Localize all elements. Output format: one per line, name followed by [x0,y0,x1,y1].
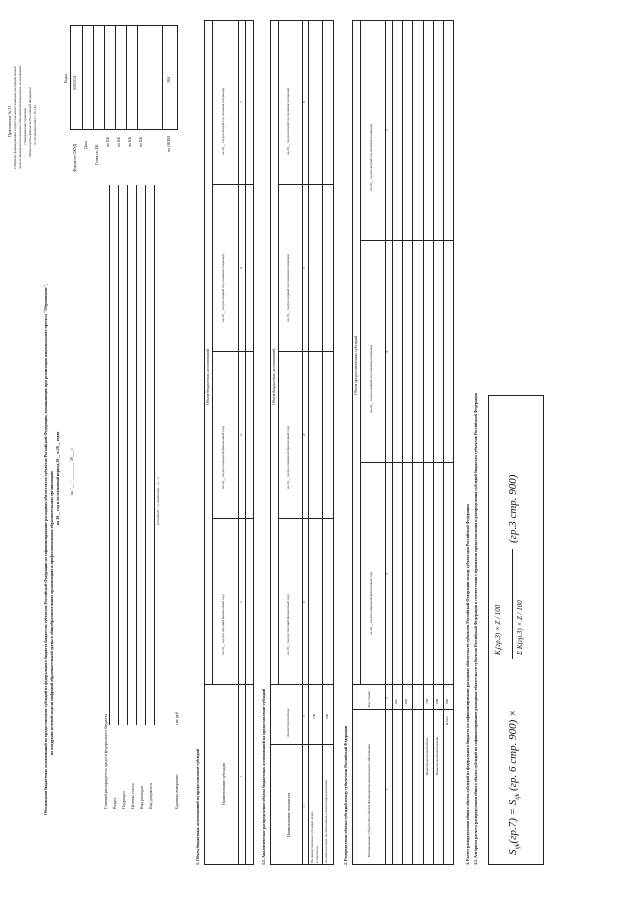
field-label-section: Раздел [112,797,117,809]
appendix-line-2: средств федерального бюджета обоснований бюджетных ассигнований, [18,65,22,169]
column-number: 3 [385,573,389,575]
document-title-line-1: Обоснования бюджетных ассигнований на предоставление субсидий из федерального бюджета бюджетам субъектов Российской Федерации на софинансирование расходных обязательств субъектов Российской Федерации, возникающих при реализации национального проекта "Образование", [43,284,48,815]
formula-fraction-numerator: $K_i(гр.3) \times Z / 100$ [494,604,505,655]
okei-value: 384 [166,77,171,83]
formula-tail: (гр.3 стр. 900) [507,474,519,543]
document-title-line-3: на 20__ год и на плановый период 20__ и 20__ годов [55,431,60,525]
codes-header: Коды [63,73,68,83]
column-header: Наименование показателя [286,792,291,837]
column-number: 1 [239,775,243,777]
code-label: Глава по БК [94,144,99,165]
doc-type-hint: (основной – 1; изменения – 2, ...) [156,477,160,525]
code-divider [126,25,127,130]
appendix-line-3: утвержденному приказом [23,108,27,145]
okei-label: по ОКЕИ [166,135,171,152]
fill-line [127,185,128,725]
column-header: на 20__ год (на второй год планового периода) [221,87,225,155]
section-1-1-title: 1.1. Аналитическое распределение объема бюджетных ассигнований на предоставление субсидий [261,688,266,865]
field-label-target: Целевая статья [130,783,135,809]
row-code: 900 [445,698,449,704]
column-number: 3 [239,434,243,436]
column-header: Аналитический код [286,708,290,737]
code-divider [93,25,94,130]
column-number: 2 [385,697,389,699]
code-label: по БК [127,136,132,147]
row-code: 800 [435,698,439,704]
fraction-bar [512,549,513,659]
field-label-doc-type: Вид документа [148,783,153,809]
column-header: Наименование субъекта Российской Федерации/муниципального образования [367,744,371,857]
code-label: по БК [138,136,143,147]
fill-line [136,185,137,725]
column-number: 4 [302,434,306,436]
section-2-title: 2. Распределение объема субсидий между субъектами Российской Федерации [343,725,348,865]
row-label: На предоставление субсидий, всего [310,811,314,863]
note-3: 3. Расчет распределения общего объема субсидий из федерального бюджета на софинансирование расходных обязательств субъектов Российской Федерации между субъектами Российской Федерации [465,504,470,865]
row-code: 700 [425,698,429,704]
column-header: на 20__ год (на очередной финансовый год) [286,425,290,489]
column-number: 2 [302,715,306,717]
section-1-title: 1. Объем бюджетных ассигнований на предоставление субсидий [195,749,200,865]
code-divider [137,25,138,130]
column-group-header: Объем предоставляемых субсидий [353,335,358,395]
code-divider [162,25,163,130]
unit-value: тыс руб [174,711,179,725]
column-header: на 20__ год (на текущий финансовый год) [221,594,225,655]
unit-label: Единица измерения: [174,774,179,809]
code-divider [104,25,105,130]
total-row-label: Итого [445,716,449,725]
formula: $S_{ijk}(гр.7) = S_{ijk}$ (гр. 6 стр. 900) × [507,709,522,855]
column-number: 5 [302,267,306,269]
appendix-line-4: Министерства финансов Российской Федерации [28,87,32,157]
row-label: в том числе: [315,845,319,863]
fill-line [154,185,155,725]
total-row-label: Нераспределенный объем [425,737,429,775]
column-number: 4 [239,267,243,269]
column-header: на 20__ год (на второй год планового периода) [286,87,290,155]
formula-fraction-denominator: Σ K(гр.3) × Z / 100 [516,600,524,655]
note-3-1: 3.1. Алгоритм расчета распределения общего объема субсидий на софинансирование расходных обязательств субъектов Российской Федерации в соответствии с правилами предоставления и распределения субсидий бюджетам субъектов Российской Федерации [473,393,478,865]
fill-line [145,185,146,725]
column-number: 1 [302,805,306,807]
code-divider [115,25,116,130]
column-number: 4 [385,351,389,353]
code-label: Форма по ОКУД [72,143,77,172]
field-label-grbs: Главный распорядитель средств федерального бюджета [103,714,108,809]
column-header: на 20__ год (на первый год планового периода) [286,253,290,322]
column-group-header: Объем бюджетных ассигнований [271,348,276,405]
document-date: на "___" _________ 20___ г. [69,447,74,495]
column-group-header: Объем бюджетных ассигнований [205,348,210,405]
code-label: по БК [105,136,110,147]
column-header: на 20__ год (на очередной финансовый год) [369,571,373,635]
fill-line [118,185,119,725]
row-code: 200 [325,713,329,719]
column-header: на 20__ год (на первый год планового периода) [221,253,225,322]
form-code-value: 0505314 [72,76,77,90]
column-number: 2 [239,601,243,603]
row-code: 100 [312,713,316,719]
code-label: по БК [116,136,121,147]
column-number: 1 [385,788,389,790]
fill-line [109,185,110,725]
column-number: 6 [302,101,306,103]
field-label-expense: Вид расходов [139,786,144,809]
column-number: 5 [385,129,389,131]
column-number: 3 [302,601,306,603]
column-header: на 20__ год (на второй год планового периода) [369,123,373,191]
appendix-line-1: к Порядку формирования и представления главными распорядителями [13,66,17,169]
row-code: 001 [394,698,398,704]
column-header: Код строки [367,690,371,707]
column-header: на 20__ год (на очередной финансовый год) [221,425,225,489]
row-code: 002 [404,698,408,704]
total-row-label: Нераспределенный резерв [435,736,439,775]
column-header: на 20__ год (на текущий финансовый год) [286,594,290,655]
appendix-label: Приложение № 31 [7,105,12,137]
field-label-subsection: Подраздел [121,791,126,809]
document-title-line-2: на внедрение целевой модели цифровой образовательной среды в общеобразовательных организациях и профессиональных образовательных организациях [49,471,54,755]
code-divider [82,25,83,130]
row-label: на иные расходы, не отнесенные к иным подразделениям [324,780,328,863]
column-header: Наименование субсидии [221,763,226,805]
column-number: 5 [239,101,243,103]
code-label: Дата [83,141,88,149]
appendix-line-5: от 23 декабря 2022 г. № 13н [33,105,37,145]
column-header: на 20__ год (на первый год планового периода) [369,344,373,413]
